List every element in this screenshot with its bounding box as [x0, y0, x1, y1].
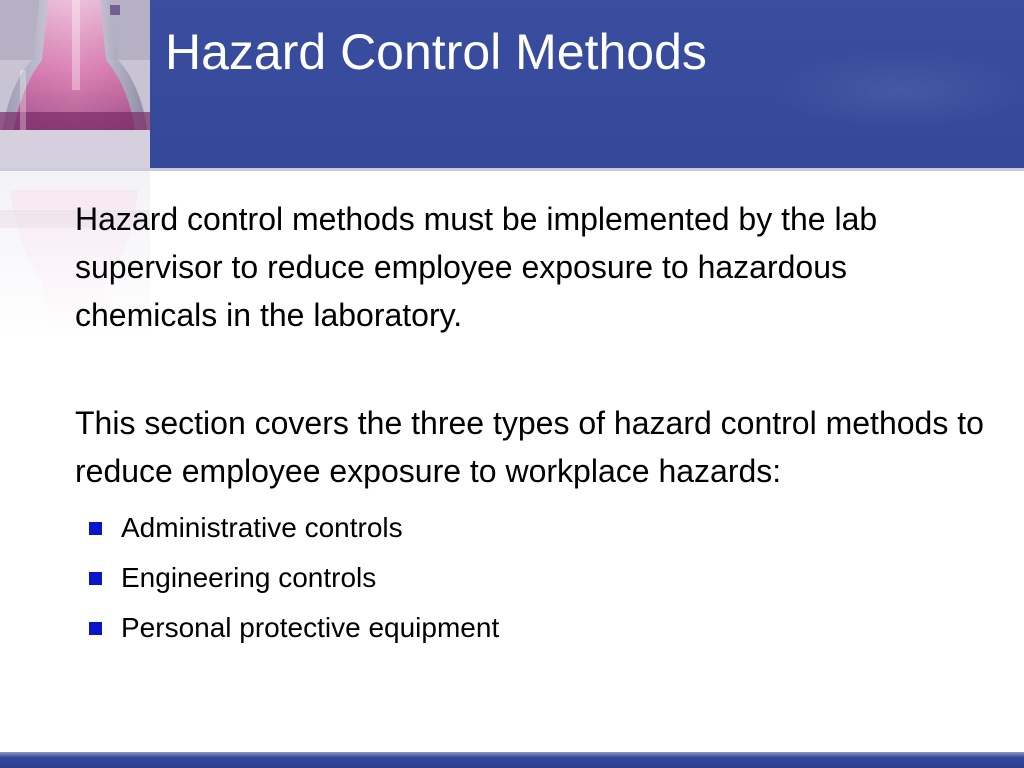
- body-paragraph-2: This section covers the three types of hazard control methods to reduce employee exposure to workplace hazards:: [75, 405, 984, 489]
- list-item: [89, 553, 995, 603]
- list-item-label: Personal protective equipment: [121, 612, 500, 643]
- footer-bar: [0, 752, 1024, 768]
- control-methods-list: [75, 503, 995, 653]
- square-bullet-icon: [89, 622, 102, 635]
- title-bar-glow: [770, 50, 1024, 130]
- square-bullet-icon: [89, 522, 102, 535]
- square-bullet-icon: [89, 572, 102, 585]
- list-item-label: Administrative controls: [121, 512, 403, 543]
- slide-body: [75, 195, 995, 653]
- list-item-label: Engineering controls: [121, 562, 377, 593]
- slide-title: Hazard Control Methods: [165, 24, 707, 80]
- body-paragraph-1: Hazard control methods must be implemented by the lab supervisor to reduce employee exposure to hazardous chemicals in the laboratory.: [75, 201, 878, 333]
- list-item: [89, 603, 995, 653]
- lab-flask-photo: [0, 0, 150, 170]
- list-item: [89, 503, 995, 553]
- title-divider: [0, 168, 1024, 171]
